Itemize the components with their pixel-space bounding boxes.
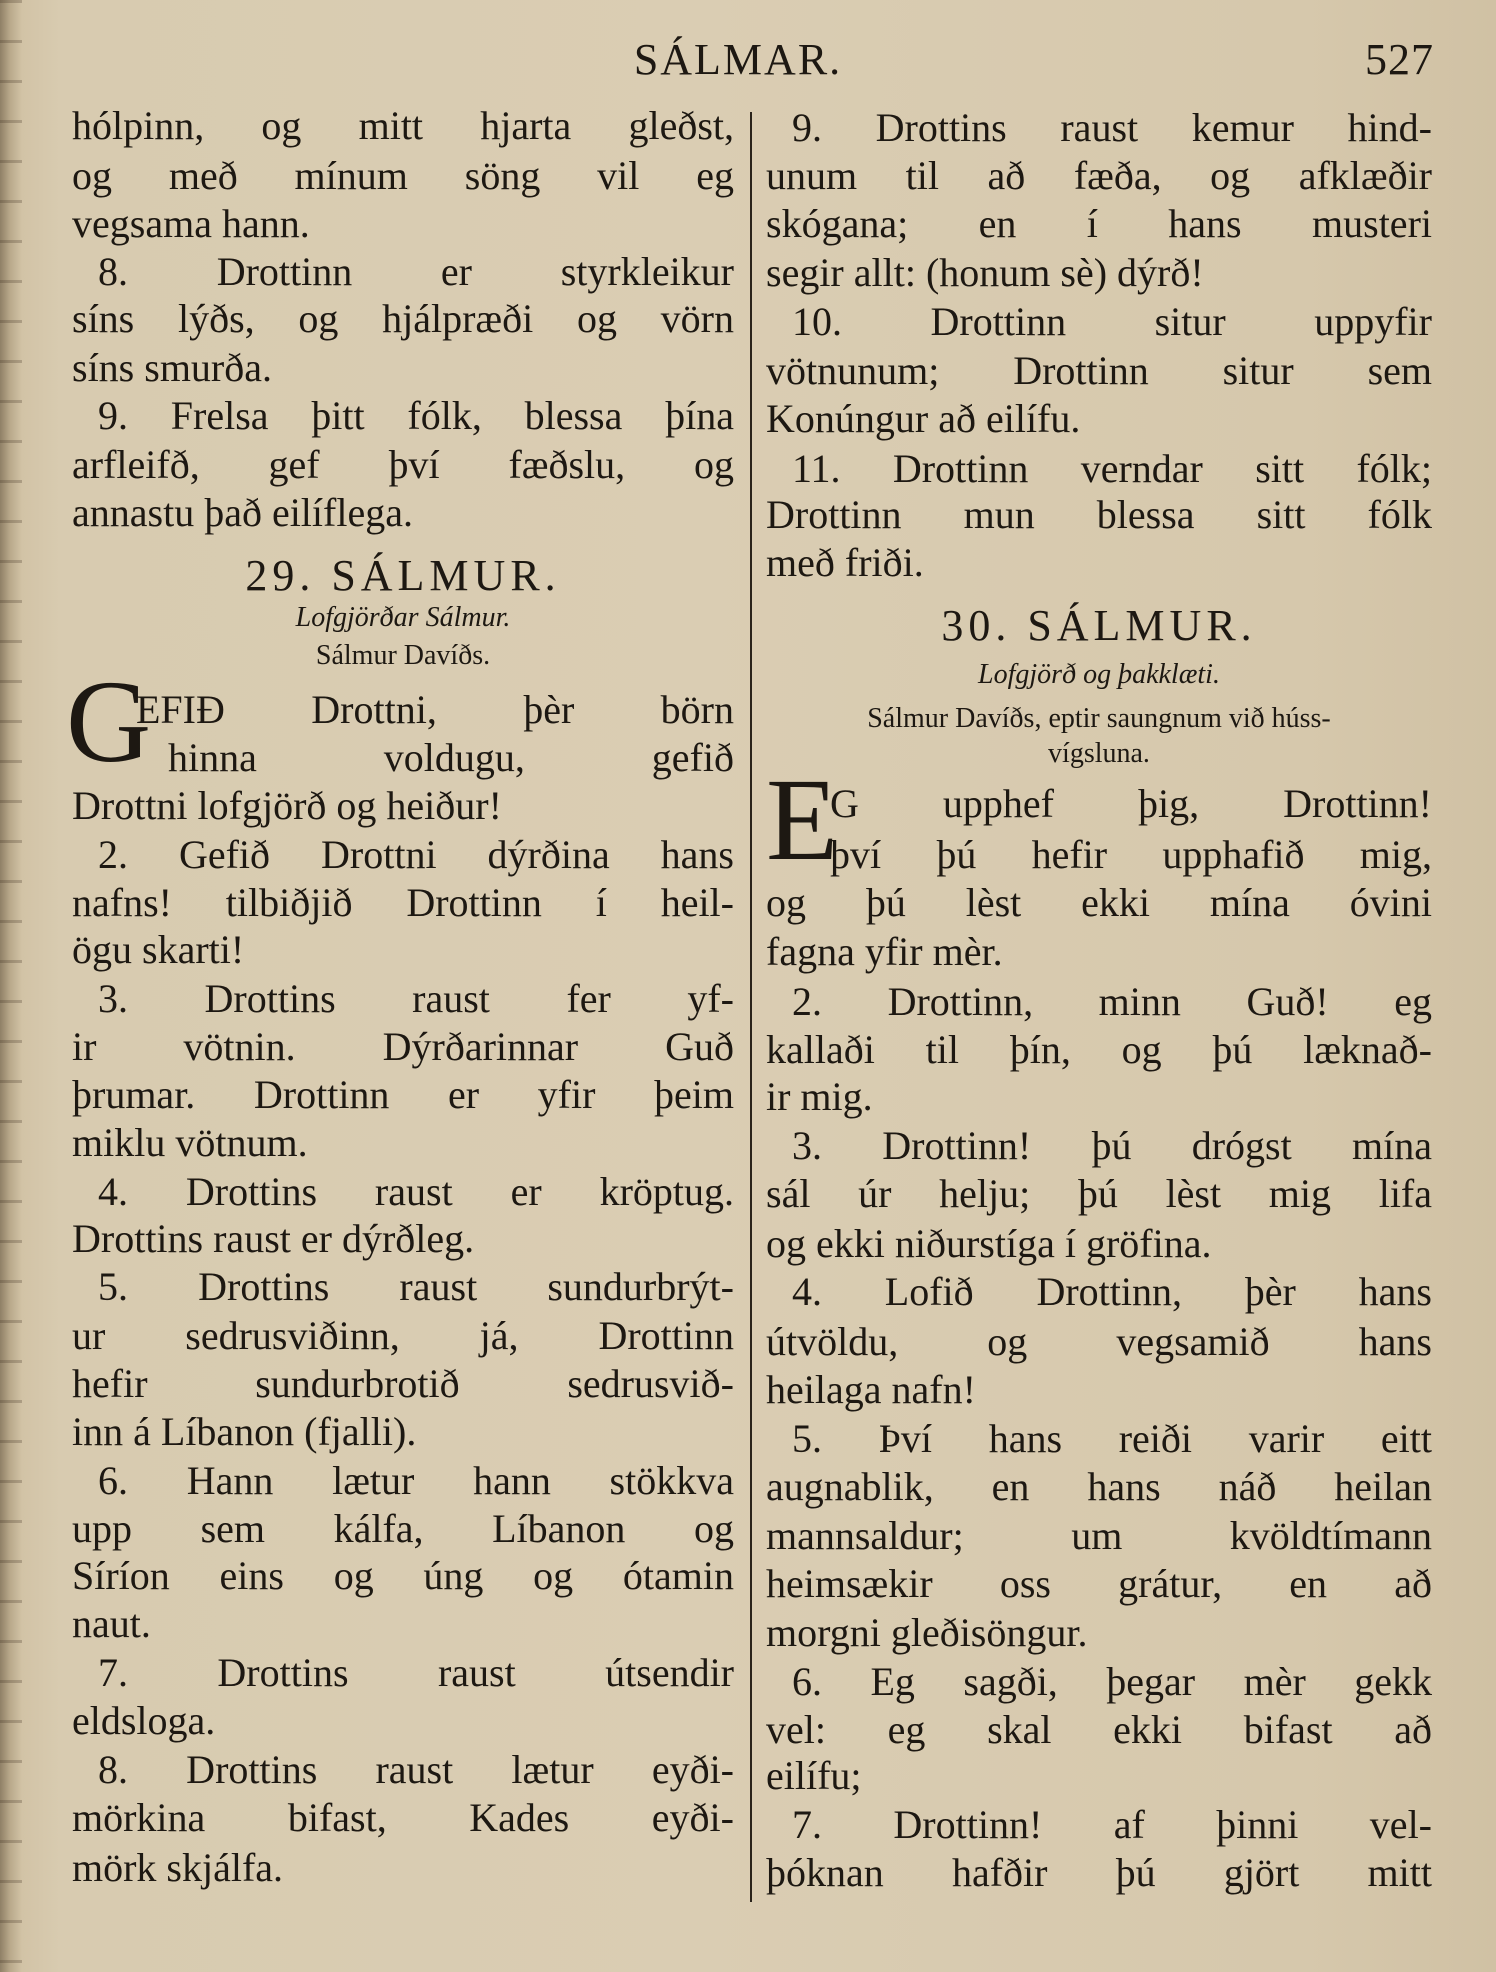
text-line: hinna voldugu, gefið [168, 734, 734, 780]
text-line: mannsaldur; um kvöldtímann [766, 1513, 1432, 1559]
text-line: og þú lèst ekki mína óvini [766, 879, 1432, 925]
running-title: SÁLMAR. [633, 35, 843, 84]
text-line: EFIÐ Drottni, þèr börn [136, 687, 734, 733]
text-line: upp sem kálfa, Líbanon og [72, 1505, 734, 1551]
text-line: Drottinn mun blessa sitt fólk [766, 492, 1432, 538]
text-line: Drottins raust er dýrðleg. [72, 1216, 475, 1262]
text-line: 11. Drottinn verndar sitt fólk; [792, 445, 1432, 491]
text-line: vötnunum; Drottinn situr sem [766, 347, 1432, 393]
text-line: 5. Drottins raust sundurbrýt- [98, 1264, 734, 1310]
text-line: 8. Drottinn er styrkleikur [98, 248, 734, 294]
column-divider [750, 112, 752, 1902]
text-line: naut. [72, 1601, 151, 1647]
text-line: 10. Drottinn situr uppyfir [792, 298, 1432, 344]
text-line: segir allt: (honum sè) dýrð! [766, 249, 1204, 295]
psalm-subtitle: Lofgjörð og þakklæti. [978, 659, 1220, 690]
text-line: eldsloga. [72, 1697, 216, 1743]
text-line: G upphef þig, Drottinn! [830, 781, 1432, 827]
drop-cap-g: G [66, 656, 152, 787]
text-line: Drottni lofgjörð og heiður! [72, 782, 502, 828]
text-line: Konúngur að eilífu. [766, 395, 1081, 441]
text-line: vegsama hann. [72, 200, 310, 246]
psalm-heading: 29. SÁLMUR. [245, 550, 561, 600]
psalm-superscription: Sálmur Davíðs. [315, 640, 491, 672]
text-line: ir mig. [766, 1074, 873, 1120]
text-line: 8. Drottins raust lætur eyði- [98, 1746, 734, 1792]
text-line: 6. Eg sagði, þegar mèr gekk [792, 1658, 1432, 1704]
text-line: heilaga nafn! [766, 1367, 976, 1413]
psalm-heading: 30. SÁLMUR. [941, 600, 1257, 650]
text-line: 2. Drottinn, minn Guð! eg [792, 978, 1432, 1024]
psalm-superscription: Sálmur Davíðs, eptir saungnum við húss- [867, 703, 1331, 734]
text-line: morgni gleðisöngur. [766, 1609, 1088, 1655]
drop-cap-e: E [766, 754, 839, 885]
text-line: Síríon eins og úng og ótamin [72, 1553, 734, 1599]
text-line: útvöldu, og vegsamið hans [766, 1319, 1432, 1365]
text-line: skógana; en í hans musteri [766, 200, 1432, 246]
text-line: ir vötnin. Dýrðarinnar Guð [72, 1024, 734, 1070]
text-line: nafns! tilbiðjið Drottinn í heil- [72, 879, 734, 925]
text-line: þóknan hafðir þú gjört mitt [766, 1849, 1432, 1895]
text-line: fagna yfir mèr. [766, 928, 1003, 974]
text-line: sál úr helju; þú lèst mig lifa [766, 1171, 1432, 1217]
page-number: 527 [1365, 35, 1434, 84]
text-line: síns smurða. [72, 345, 272, 391]
text-line: 4. Drottins raust er kröptug. [98, 1168, 734, 1214]
text-line: 2. Gefið Drottni dýrðina hans [98, 831, 734, 877]
text-line: augnablik, en hans náð heilan [766, 1464, 1432, 1510]
text-line: unum til að fæða, og afklæðir [766, 152, 1432, 198]
text-line: arfleifð, gef því fæðslu, og [72, 442, 734, 488]
text-line: eilífu; [766, 1753, 862, 1799]
book-gutter-edge [0, 0, 22, 1972]
text-line: því þú hefir upphafið mig, [830, 831, 1432, 877]
text-line: heimsækir oss grátur, en að [766, 1560, 1432, 1606]
text-line: 6. Hann lætur hann stökkva [98, 1457, 734, 1503]
text-line: mörk skjálfa. [72, 1844, 284, 1890]
text-line: með friði. [766, 540, 924, 586]
text-line: hólpinn, og mitt hjarta gleðst, [72, 102, 734, 148]
text-line: þrumar. Drottinn er yfir þeim [72, 1071, 734, 1117]
psalm-subtitle: Lofgjörðar Sálmur. [295, 602, 511, 634]
psalm-superscription: vígsluna. [1048, 738, 1150, 770]
text-line: og ekki niðurstíga í gröfina. [766, 1221, 1212, 1267]
text-line: mörkina bifast, Kades eyði- [72, 1794, 734, 1840]
text-line: vel: eg skal ekki bifast að [766, 1706, 1432, 1752]
text-line: 5. Því hans reiði varir eitt [792, 1416, 1432, 1462]
text-line: 7. Drottins raust útsendir [98, 1650, 734, 1696]
text-line: miklu vötnum. [72, 1119, 308, 1165]
text-line: 4. Lofið Drottinn, þèr hans [792, 1269, 1432, 1315]
text-line: hefir sundurbrotið sedrusvið- [72, 1360, 734, 1406]
text-line: 3. Drottinn! þú drógst mína [792, 1123, 1432, 1169]
text-line: ur sedrusviðinn, já, Drottinn [72, 1313, 734, 1359]
text-line: 9. Frelsa þitt fólk, blessa þína [98, 393, 734, 439]
text-line: 3. Drottins raust fer yf- [98, 976, 734, 1022]
text-line: síns lýðs, og hjálpræði og vörn [72, 296, 734, 342]
text-line: inn á Líbanon (fjalli). [72, 1408, 417, 1454]
text-line: 9. Drottins raust kemur hind- [792, 105, 1432, 151]
text-line: annastu það eilíflega. [72, 489, 413, 535]
text-line: og með mínum söng vil eg [72, 152, 734, 198]
text-line: ögu skarti! [72, 927, 245, 973]
text-line: kallaði til þín, og þú læknað- [766, 1026, 1432, 1072]
text-line: 7. Drottinn! af þinni vel- [792, 1802, 1432, 1848]
